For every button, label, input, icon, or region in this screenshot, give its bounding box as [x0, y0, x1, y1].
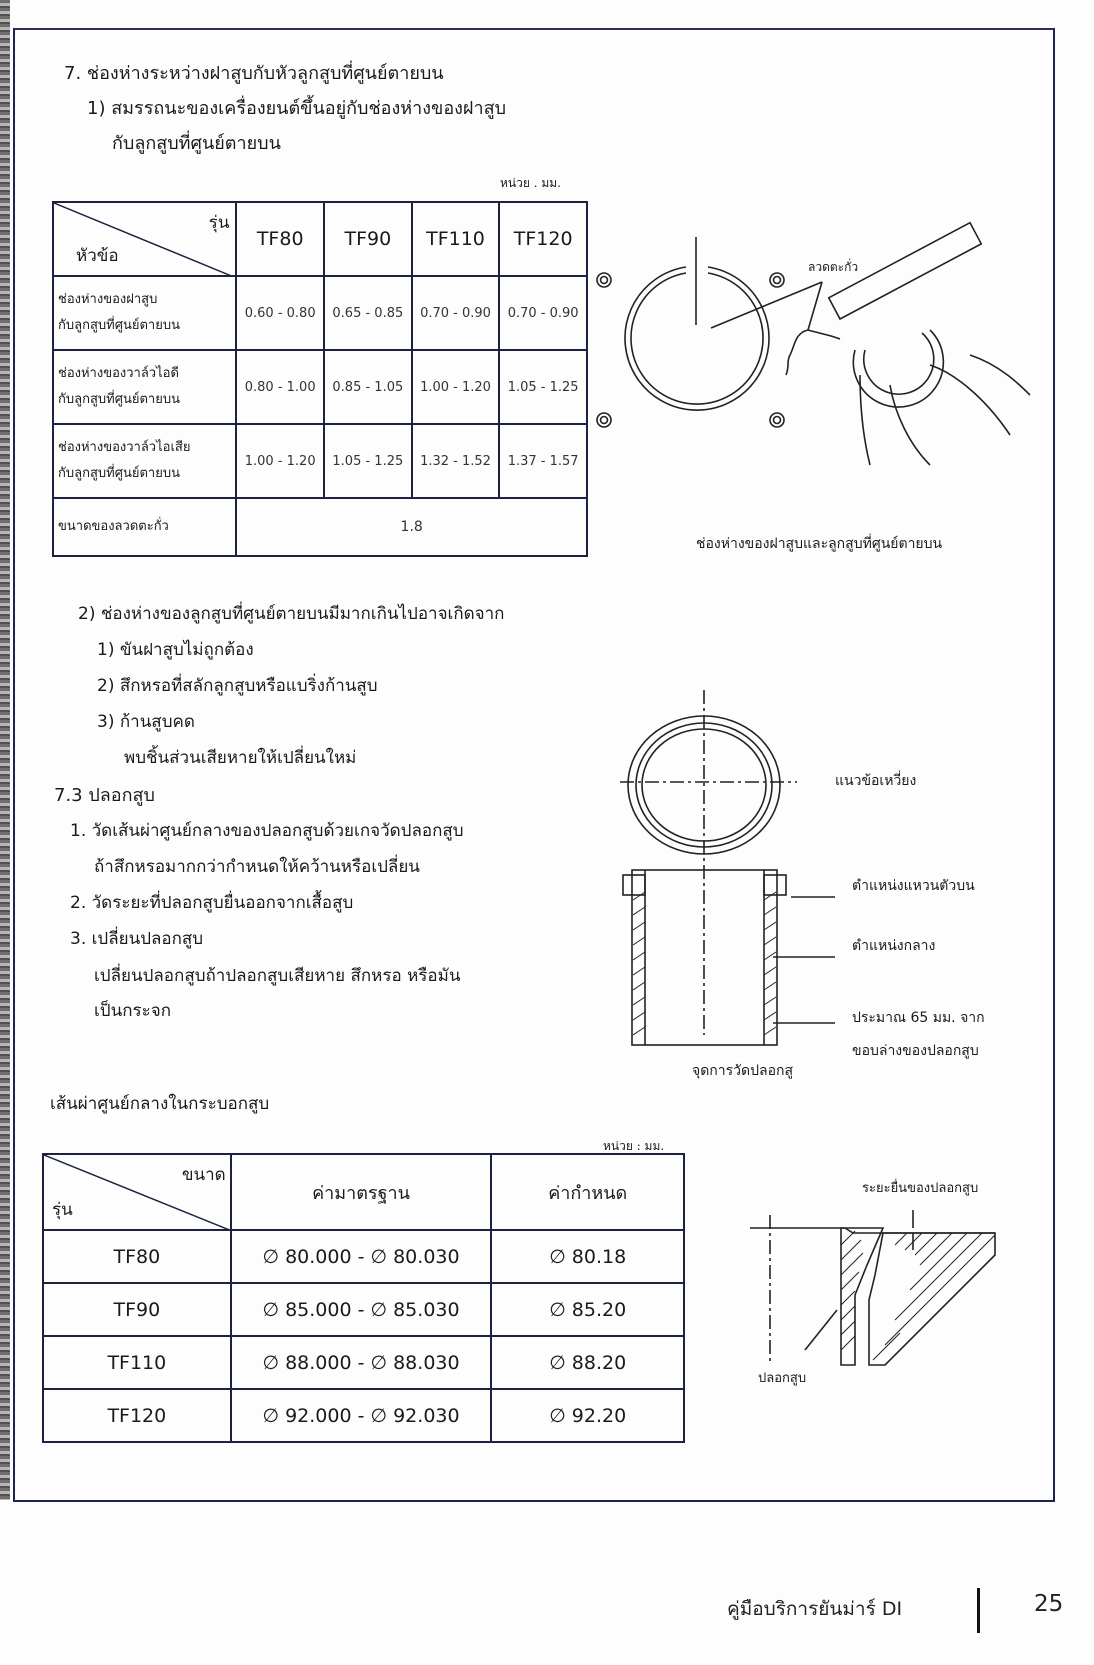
table2-corner-bottom: รุ่น [52, 1200, 73, 1220]
table1-cell: 0.65 - 0.85 [324, 276, 412, 350]
lead-wire-measurement-illustration [590, 215, 1050, 475]
table2-corner-cell [43, 1154, 231, 1230]
table1-wire-value: 1.8 [236, 498, 587, 556]
table2-col-limit: ค่ากำหนด [491, 1154, 684, 1230]
step3-detail-line1: เปลี่ยนปลอกสูบถ้าปลอกสูบเสียหาย สึกหรอ หรือมัน [94, 966, 461, 986]
table1-row-label: ช่องห่างของฝาสูบ กับลูกสูบที่ศูนย์ตายบน [53, 276, 236, 350]
table1-col-header: TF120 [499, 202, 587, 276]
scan-binding-edge [0, 0, 10, 1500]
table2-corner-top: ขนาด [181, 1165, 226, 1185]
table-row [43, 1283, 684, 1336]
middle-position-label: ตำแหน่งกลาง [852, 938, 936, 954]
cylinder-liner-measurement-diagram [615, 685, 835, 1055]
figure1-caption: ช่องห่างของฝาสูบและลูกสูบที่ศูนย์ตายบน [696, 536, 943, 552]
table-row [43, 1336, 684, 1389]
table2-standard: ∅ 92.000 - ∅ 92.030 [231, 1389, 492, 1442]
step1-line2: ถ้าสึกหรอมากกว่ากำหนดให้คว้านหรือเปลี่ยน [94, 857, 420, 877]
table2-standard: ∅ 85.000 - ∅ 85.030 [231, 1283, 492, 1336]
table-row [53, 424, 587, 498]
table1-unit: หน่วย . มม. [500, 176, 561, 190]
table1-cell: 0.70 - 0.90 [412, 276, 500, 350]
table1-col-header: TF90 [324, 202, 412, 276]
table2-limit: ∅ 85.20 [491, 1283, 684, 1336]
figure2-caption: จุดการวัดปลอกสู [692, 1063, 794, 1079]
cause-item: 3) ก้านสูบคด [97, 712, 195, 732]
table2-standard: ∅ 88.000 - ∅ 88.030 [231, 1336, 492, 1389]
cylinder-bore-table [42, 1153, 685, 1443]
table2-standard: ∅ 80.000 - ∅ 80.030 [231, 1230, 492, 1283]
table2-model: TF90 [43, 1283, 231, 1336]
crankshaft-axis-label: แนวข้อเหวี่ยง [835, 773, 917, 789]
step2: 2. วัดระยะที่ปลอกสูบยื่นออกจากเสื้อสูบ [70, 893, 354, 913]
lead-wire-callout: ลวดตะกั่ว [808, 260, 859, 274]
table2-limit: ∅ 80.18 [491, 1230, 684, 1283]
section-7-item1-line2: กับลูกสูบที่ศูนย์ตายบน [112, 133, 281, 154]
step3-detail-line2: เป็นกระจก [94, 1001, 172, 1021]
clearance-table [52, 201, 588, 557]
causes-note: พบชิ้นส่วนเสียหายให้เปลี่ยนใหม่ [124, 748, 357, 768]
table2-limit: ∅ 92.20 [491, 1389, 684, 1442]
section-7-item1-line1: 1) สมรรถนะของเครื่องยนต์ขึ้นอยู่กับช่องห่างของฝาสูบ [87, 98, 507, 119]
step1-line1: 1. วัดเส้นผ่าศูนย์กลางของปลอกสูบด้วยเกจวัดปลอกสูบ [70, 821, 464, 841]
table1-cell: 0.80 - 1.00 [236, 350, 324, 424]
top-ring-position-label: ตำแหน่งแหวนตัวบน [852, 878, 975, 894]
table1-cell: 0.60 - 0.80 [236, 276, 324, 350]
table1-row-label: ช่องห่างของวาล์วไอเสีย กับลูกสูบที่ศูนย์ตายบน [53, 424, 236, 498]
table1-corner-cell [53, 202, 236, 276]
table2-col-standard: ค่ามาตรฐาน [231, 1154, 492, 1230]
liner-label: ปลอกสูบ [758, 1371, 807, 1386]
bottom-position-label-line1: ประมาณ 65 มม. จาก [852, 1010, 985, 1026]
table1-cell: 1.37 - 1.57 [499, 424, 587, 498]
table2-model: TF120 [43, 1389, 231, 1442]
table1-corner-bottom: หัวข้อ [76, 246, 119, 266]
table1-wire-label: ขนาดของลวดตะกั่ว [53, 498, 236, 556]
section-7-3-heading: 7.3 ปลอกสูบ [54, 785, 155, 806]
page-number: 25 [1034, 1591, 1064, 1617]
table1-corner-top: รุ่น [208, 213, 230, 233]
table-row [53, 276, 587, 350]
section-7-title: 7. ช่องห่างระหว่างฝาสูบกับหัวลูกสูบที่ศูนย์ตายบน [64, 63, 444, 84]
causes-heading: 2) ช่องห่างของลูกสูบที่ศูนย์ตายบนมีมากเกินไปอาจเกิดจาก [78, 604, 505, 624]
step3: 3. เปลี่ยนปลอกสูบ [70, 929, 204, 949]
table1-col-header: TF80 [236, 202, 324, 276]
table2-limit: ∅ 88.20 [491, 1336, 684, 1389]
bore-table-title: เส้นผ่าศูนย์กลางในกระบอกสูบ [50, 1094, 270, 1114]
cause-item: 1) ขันฝาสูบไม่ถูกต้อง [97, 640, 254, 660]
table1-cell: 1.05 - 1.25 [499, 350, 587, 424]
table2-unit: หน่วย : มม. [603, 1139, 665, 1153]
table2-model: TF80 [43, 1230, 231, 1283]
table-row [53, 498, 587, 556]
table1-col-header: TF110 [412, 202, 500, 276]
liner-protrusion-diagram [745, 1205, 1005, 1375]
table1-cell: 0.70 - 0.90 [499, 276, 587, 350]
table1-cell: 1.32 - 1.52 [412, 424, 500, 498]
table1-row-label: ช่องห่างของวาล์วไอดี กับลูกสูบที่ศูนย์ตายบน [53, 350, 236, 424]
table1-cell: 0.85 - 1.05 [324, 350, 412, 424]
bottom-position-label-line2: ขอบล่างของปลอกสูบ [852, 1043, 979, 1059]
table-row [43, 1230, 684, 1283]
protrusion-label: ระยะยื่นของปลอกสูบ [862, 1181, 979, 1196]
table2-model: TF110 [43, 1336, 231, 1389]
table1-cell: 1.00 - 1.20 [412, 350, 500, 424]
footer-divider [977, 1588, 980, 1633]
table1-cell: 1.05 - 1.25 [324, 424, 412, 498]
footer-book-title: คู่มือบริการยันม่าร์ DI [727, 1598, 903, 1620]
table1-cell: 1.00 - 1.20 [236, 424, 324, 498]
table-row [53, 350, 587, 424]
table-row [43, 1389, 684, 1442]
cause-item: 2) สึกหรอที่สลักลูกสูบหรือแบริ่งก้านสูบ [97, 676, 378, 696]
